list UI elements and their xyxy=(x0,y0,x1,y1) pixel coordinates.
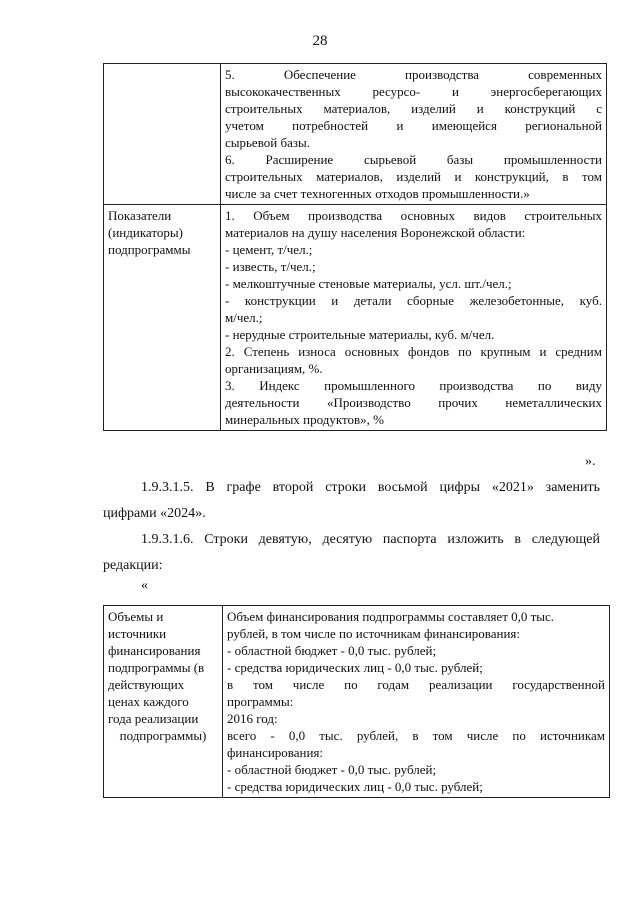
text-line: - мелкоштучные стеновые материалы, усл. шт./чел.; xyxy=(225,276,512,291)
text-line: Показатели xyxy=(108,208,172,223)
text-line: подпрограммы) xyxy=(119,728,207,743)
text-line: организациям, %. xyxy=(225,361,323,376)
text-line: программы: xyxy=(227,694,294,709)
text-line: минеральных продуктов», % xyxy=(225,412,384,427)
table-cell-empty xyxy=(104,64,221,205)
text-line: - средства юридических лиц - 0,0 тыс. рублей; xyxy=(227,660,483,675)
paragraph-1-9-3-1-5 xyxy=(103,478,600,524)
text-line: 2016 год: xyxy=(227,711,278,726)
text-line: в том числе по годам реализации государственной xyxy=(227,677,605,692)
text-line: - известь, т/чел.; xyxy=(225,259,316,274)
text-line: - областной бюджет - 0,0 тыс. рублей; xyxy=(227,762,437,777)
text-line: ценах каждого xyxy=(108,694,189,709)
text-line: источники xyxy=(108,626,167,641)
text-line: строительных материалов, изделий и конструкций, в том xyxy=(225,169,602,184)
text-line: цифрами «2024». xyxy=(103,506,206,521)
text-line: Объемы и xyxy=(108,609,164,624)
text-line: учетом потребностей и имеющейся региональной xyxy=(225,118,602,133)
text-line: (индикаторы) xyxy=(108,225,183,240)
text-line: 1.9.3.1.5. В графе второй строки восьмой цифры «2021» заменить xyxy=(141,480,600,495)
text-line: 6. Расширение сырьевой базы промышленности xyxy=(225,152,602,167)
text-line: подпрограммы (в xyxy=(108,660,205,675)
passport-table-top xyxy=(103,63,607,431)
paragraph-1-9-3-1-6 xyxy=(103,530,600,576)
table-cell-indicators-label xyxy=(104,205,221,431)
text-line: финансирования: xyxy=(227,745,324,760)
table-cell-indicators xyxy=(221,205,607,431)
passport-table-financing xyxy=(103,605,610,798)
text-line: - областной бюджет - 0,0 тыс. рублей; xyxy=(227,643,437,658)
text-line: 5. Обеспечение производства современных xyxy=(225,67,602,82)
opening-quote: « xyxy=(141,578,148,593)
text-line: года реализации xyxy=(108,711,199,726)
text-line: подпрограммы xyxy=(108,242,191,257)
text-line: Объем финансирования подпрограммы составляет 0,0 тыс. xyxy=(227,609,555,624)
text-line: материалов на душу населения Воронежской области: xyxy=(225,225,526,240)
text-line: - нерудные строительные материалы, куб. м/чел. xyxy=(225,327,495,342)
table-row xyxy=(104,64,607,205)
table-cell-financing-label xyxy=(104,606,223,798)
text-line: - конструкции и детали сборные железобетонные, куб. xyxy=(225,293,602,308)
text-line: 2. Степень износа основных фондов по крупным и средним xyxy=(225,344,602,359)
text-line: 3. Индекс промышленного производства по виду xyxy=(225,378,602,393)
table-cell-goals xyxy=(221,64,607,205)
text-line: 1. Объем производства основных видов строительных xyxy=(225,208,602,223)
text-line: всего - 0,0 тыс. рублей, в том числе по источникам xyxy=(227,728,605,743)
text-line: финансирования xyxy=(108,643,201,658)
text-line: сырьевой базы. xyxy=(225,135,310,150)
text-line: 1.9.3.1.6. Строки девятую, десятую паспорта изложить в следующей xyxy=(141,532,600,547)
text-line: редакции: xyxy=(103,558,163,573)
text-line: - средства юридических лиц - 0,0 тыс. рублей; xyxy=(227,779,483,794)
text-line: м/чел.; xyxy=(225,310,263,325)
text-line: рублей, в том числе по источникам финансирования: xyxy=(227,626,521,641)
table-row xyxy=(104,205,607,431)
text-line: действующих xyxy=(108,677,185,692)
text-line: деятельности «Производство прочих неметаллических xyxy=(225,395,602,410)
closing-quote: ». xyxy=(585,454,596,469)
text-line: - цемент, т/чел.; xyxy=(225,242,313,257)
text-line: строительных материалов, изделий и конструкций с xyxy=(225,101,602,116)
table-cell-financing xyxy=(223,606,610,798)
page-number: 28 xyxy=(312,33,328,49)
table-row xyxy=(104,606,610,798)
text-line: числе за счет техногенных отходов промышленности.» xyxy=(225,186,530,201)
text-line: высококачественных ресурсо- и энергосберегающих xyxy=(225,84,602,99)
